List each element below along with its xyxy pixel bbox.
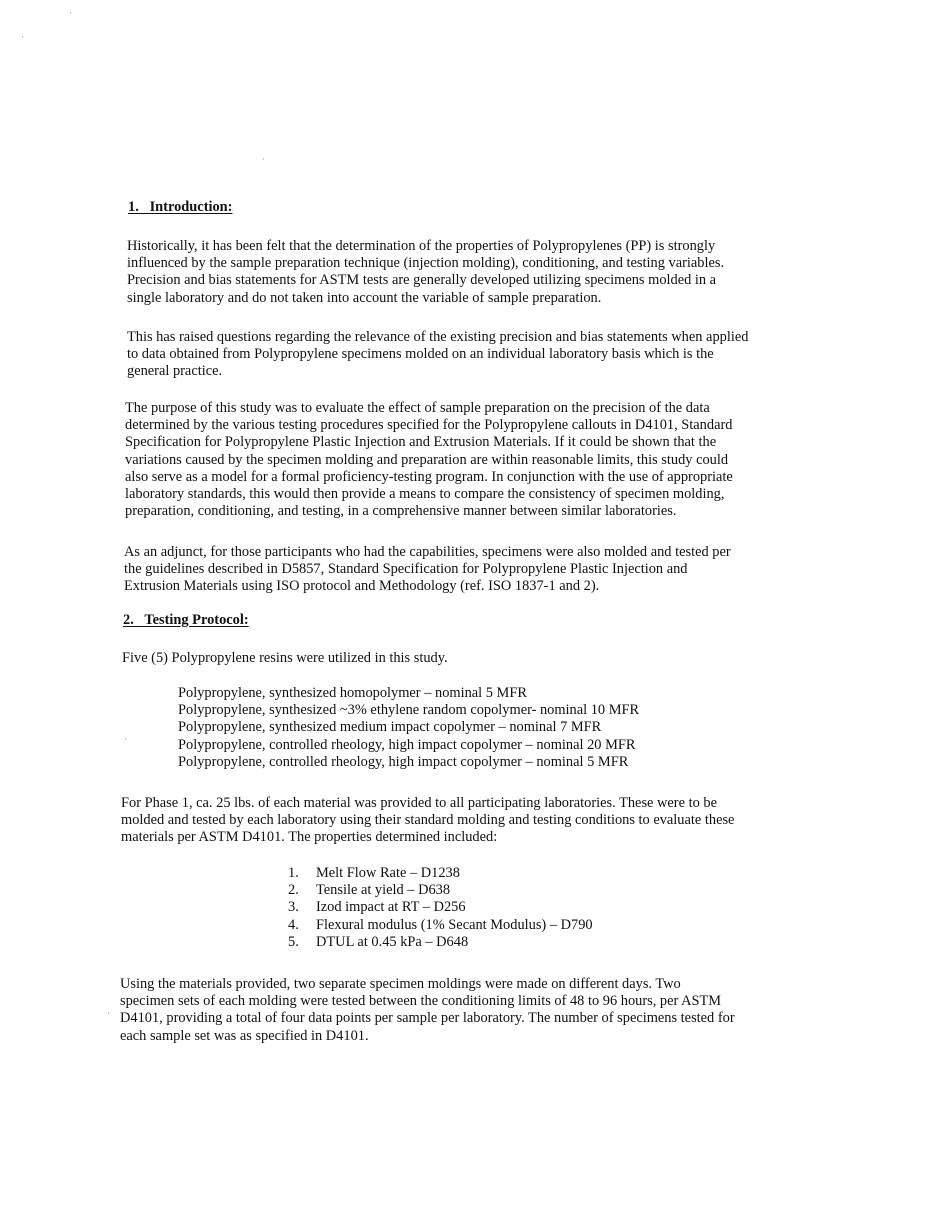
section-1-heading: 1. Introduction: bbox=[128, 199, 233, 215]
text-line: Specification for Polypropylene Plastic Injection and Extrusion Materials. If it could be shown that the bbox=[125, 434, 717, 451]
resin-list bbox=[178, 685, 639, 771]
text-line: each sample set was as specified in D4101. bbox=[120, 1027, 369, 1044]
intro-paragraph-2 bbox=[127, 329, 748, 381]
property-item bbox=[288, 882, 593, 899]
text-line: single laboratory and do not taken into account the variable of sample preparation. bbox=[127, 289, 602, 306]
text-line: Precision and bias statements for ASTM tests are generally developed utilizing specimens molded in a bbox=[127, 272, 717, 289]
intro-paragraph-1 bbox=[127, 238, 724, 307]
closing-paragraph bbox=[120, 976, 735, 1045]
text-line: laboratory standards, this would then provide a means to compare the consistency of specimen molding, bbox=[125, 486, 725, 503]
intro-paragraph-4 bbox=[124, 544, 731, 596]
text-line: to data obtained from Polypropylene specimens molded on an individual laboratory basis which is the bbox=[127, 346, 714, 363]
item-text: DTUL at 0.45 kPa – D648 bbox=[316, 933, 469, 950]
property-item bbox=[288, 934, 593, 951]
item-number: 5. bbox=[288, 933, 299, 950]
scan-speck bbox=[125, 738, 126, 740]
text-line: As an adjunct, for those participants who had the capabilities, specimens were also molded and tested per bbox=[124, 544, 731, 560]
item-text: Tensile at yield – D638 bbox=[316, 882, 451, 899]
scan-speck bbox=[108, 1012, 109, 1014]
text-line: Historically, it has been felt that the determination of the properties of Polypropylenes (PP) is strongly bbox=[127, 238, 716, 254]
section-2-heading: 2. Testing Protocol: bbox=[123, 612, 249, 628]
property-list bbox=[288, 865, 593, 951]
resin-item: Polypropylene, controlled rheology, high impact copolymer – nominal 5 MFR bbox=[178, 753, 629, 770]
text-line: variations caused by the specimen molding and preparation are within reasonable limits, this study could bbox=[125, 451, 729, 468]
resin-item: Polypropylene, synthesized homopolymer – nominal 5 MFR bbox=[178, 685, 527, 701]
resins-intro bbox=[122, 650, 448, 667]
scan-speck bbox=[22, 36, 23, 38]
text-line: Using the materials provided, two separate specimen moldings were made on different days. Two bbox=[120, 976, 681, 992]
text-line: influenced by the sample preparation technique (injection molding), conditioning, and testing variables. bbox=[127, 255, 725, 272]
resin-item: Polypropylene, synthesized ~3% ethylene random copolymer- nominal 10 MFR bbox=[178, 702, 640, 719]
text-line: molded and tested by each laboratory using their standard molding and testing conditions to evaluate these bbox=[121, 812, 735, 829]
item-text: Flexural modulus (1% Secant Modulus) – D790 bbox=[316, 916, 593, 933]
text-line: Extrusion Materials using ISO protocol and Methodology (ref. ISO 1837-1 and 2). bbox=[124, 578, 600, 595]
resin-item: Polypropylene, synthesized medium impact copolymer – nominal 7 MFR bbox=[178, 719, 602, 736]
text-line: general practice. bbox=[127, 363, 223, 380]
text-line: materials per ASTM D4101. The properties determined included: bbox=[121, 829, 498, 846]
item-number: 1. bbox=[288, 865, 299, 881]
phase-paragraph bbox=[121, 795, 734, 847]
item-number: 2. bbox=[288, 882, 299, 899]
text-line: preparation, conditioning, and testing, in a comprehensive manner between similar laboratories. bbox=[125, 503, 677, 520]
scan-speck bbox=[263, 158, 264, 160]
item-number: 3. bbox=[288, 899, 299, 916]
item-number: 4. bbox=[288, 916, 299, 933]
scan-speck bbox=[70, 12, 71, 14]
text-line: For Phase 1, ca. 25 lbs. of each material was provided to all participating laboratories. These were to be bbox=[121, 795, 717, 811]
item-text: Melt Flow Rate – D1238 bbox=[316, 865, 460, 881]
property-item bbox=[288, 899, 593, 916]
property-item bbox=[288, 865, 593, 882]
item-text: Izod impact at RT – D256 bbox=[316, 899, 466, 916]
intro-paragraph-3 bbox=[125, 400, 733, 520]
text-line: the guidelines described in D5857, Standard Specification for Polypropylene Plastic Injection and bbox=[124, 561, 688, 578]
text-line: This has raised questions regarding the relevance of the existing precision and bias statements when applied bbox=[127, 329, 749, 345]
property-item bbox=[288, 917, 593, 934]
text-line: D4101, providing a total of four data points per sample per laboratory. The number of specimens tested for bbox=[120, 1010, 735, 1027]
text-line: Five (5) Polypropylene resins were utilized in this study. bbox=[122, 650, 448, 666]
text-line: specimen sets of each molding were tested between the conditioning limits of 48 to 96 hours, per ASTM bbox=[120, 993, 722, 1010]
text-line: determined by the various testing procedures specified for the Polypropylene callouts in D4101, Standard bbox=[125, 417, 733, 434]
resin-item: Polypropylene, controlled rheology, high impact copolymer – nominal 20 MFR bbox=[178, 736, 636, 753]
text-line: also serve as a model for a formal proficiency-testing program. In conjunction with the use of appropriate bbox=[125, 468, 733, 485]
text-line: The purpose of this study was to evaluate the effect of sample preparation on the precision of the data bbox=[125, 400, 710, 416]
